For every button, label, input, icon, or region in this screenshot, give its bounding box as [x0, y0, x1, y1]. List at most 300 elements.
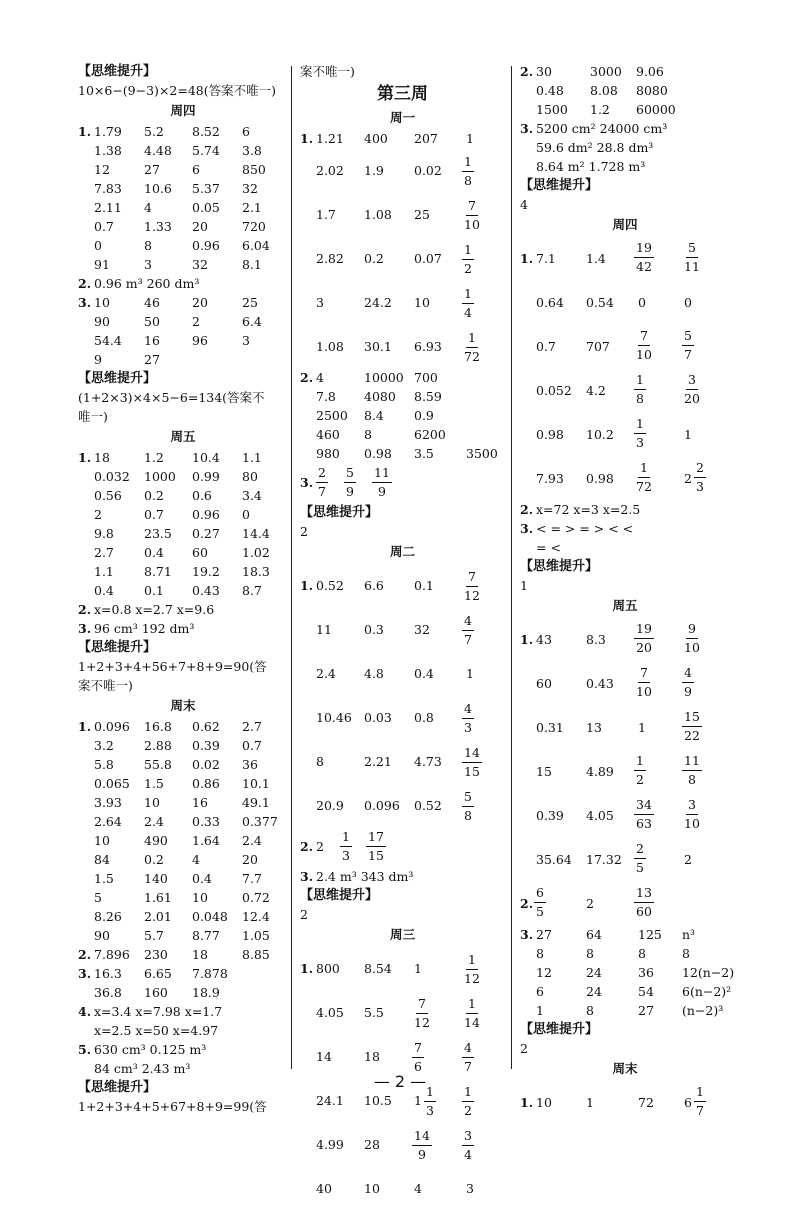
table-row: [300, 444, 505, 463]
table-cell: 0.052: [536, 383, 572, 398]
answer-line: x=2.5 x=50 x=4.97: [94, 1023, 219, 1038]
table-cell: 4080: [364, 389, 396, 404]
table-cell: 19.2: [192, 564, 220, 579]
table-cell: 2: [94, 507, 102, 522]
question-number: 3.: [78, 966, 92, 981]
table-cell: 1: [684, 427, 692, 442]
fraction: [694, 460, 706, 495]
table-cell: 54.4: [94, 333, 122, 348]
fraction-denominator: 10: [684, 816, 700, 831]
question-number: 4.: [78, 1004, 92, 1019]
fraction: [634, 416, 646, 451]
table-cell: 32: [414, 622, 430, 637]
fraction: [634, 797, 654, 832]
fraction-denominator: 12: [464, 588, 480, 603]
table-cell: 5.37: [192, 181, 220, 196]
table-cell: 7.878: [192, 966, 228, 981]
table-row: [78, 831, 288, 850]
table-cell: 2: [192, 314, 200, 329]
table-cell: 2.21: [364, 754, 392, 769]
table-cell: 2.01: [144, 909, 172, 924]
table-cell: 2.7: [94, 545, 114, 560]
fraction-denominator: 72: [636, 479, 652, 494]
table-cell: 96: [192, 333, 208, 348]
page-number: — 2 —: [373, 1072, 427, 1091]
fraction-denominator: 7: [696, 1103, 704, 1118]
table-cell: 3: [316, 295, 324, 310]
fraction-numerator: 7: [638, 328, 650, 346]
table-cell: 11: [316, 622, 332, 637]
table-cell: 3: [144, 257, 152, 272]
table-cell: 0.98: [536, 427, 564, 442]
table-cell: 14.4: [242, 526, 270, 541]
table-cell: 8.7: [242, 583, 262, 598]
day-heading: 周二: [389, 544, 415, 559]
table-row: [78, 350, 288, 369]
fraction-row: [300, 463, 505, 503]
fraction-denominator: 10: [636, 347, 652, 362]
table-row: [78, 505, 288, 524]
fraction-numerator: 13: [634, 885, 654, 903]
table-cell: 1.1: [94, 564, 114, 579]
fraction-denominator: 2: [464, 1103, 472, 1118]
table-cell: 8.71: [144, 564, 172, 579]
table-cell: 15: [536, 764, 552, 779]
question-number: 2.: [520, 502, 534, 517]
table-cell: 0: [638, 295, 646, 310]
table-cell: 0.9: [414, 408, 434, 423]
table-cell: 16: [192, 795, 208, 810]
table-cell: 1.9: [364, 163, 384, 178]
table-row: [300, 324, 505, 368]
table-cell: 1000: [144, 469, 176, 484]
table-cell: 5: [94, 890, 102, 905]
answer-line: [520, 500, 730, 519]
table-row: [520, 925, 730, 944]
table-cell: 1.4: [586, 251, 606, 266]
fraction-numerator: 9: [686, 621, 698, 639]
table-cell: 1.33: [144, 219, 172, 234]
fraction: [634, 328, 654, 363]
table-cell: 18.3: [242, 564, 270, 579]
table-cell: 0.2: [144, 488, 164, 503]
table-cell: 4: [316, 370, 324, 385]
answer-column-2: [300, 62, 505, 1210]
answer-column-1: [78, 62, 288, 1116]
answer-line: 59.6 dm² 28.8 dm³: [536, 140, 654, 155]
table-cell: 60: [536, 676, 552, 691]
fraction-denominator: 7: [464, 632, 472, 647]
table-cell: 1.08: [364, 207, 392, 222]
table-row: [78, 755, 288, 774]
table-cell: 1.79: [94, 124, 122, 139]
table-row: [520, 793, 730, 837]
table-cell: 1: [536, 1003, 544, 1018]
table-row: [78, 293, 288, 312]
fraction-numerator: 7: [638, 665, 650, 683]
answer-line: 10×6−(9−3)×2=48(答案不唯一): [78, 83, 276, 98]
table-cell: 12.4: [242, 909, 270, 924]
table-row: [78, 236, 288, 255]
table-cell: 125: [638, 927, 662, 942]
table-cell: 1.7: [316, 207, 336, 222]
table-cell: 20.9: [316, 798, 344, 813]
table-cell: 10: [94, 295, 110, 310]
fraction: [462, 745, 482, 780]
fraction-denominator: 20: [636, 640, 652, 655]
table-cell: 6: [684, 1095, 692, 1110]
table-cell: 10.4: [192, 450, 220, 465]
table-cell: 850: [242, 162, 266, 177]
table-cell: 25: [414, 207, 430, 222]
table-row: [78, 217, 288, 236]
table-row: [520, 81, 730, 100]
table-cell: 25: [242, 295, 258, 310]
answer-line: = <: [536, 540, 561, 555]
question-number: 3.: [78, 295, 92, 310]
table-cell: 0.096: [94, 719, 130, 734]
day-heading: 周末: [170, 698, 196, 713]
table-cell: 10: [192, 890, 208, 905]
table-cell: 1: [466, 666, 474, 681]
table-cell: 0.7: [94, 219, 114, 234]
table-cell: 3.5: [414, 446, 434, 461]
answer-line: 4: [520, 197, 528, 212]
table-row: [520, 705, 730, 749]
table-cell: 12: [94, 162, 110, 177]
table-cell: 0.4: [414, 666, 434, 681]
fraction: [462, 286, 474, 321]
table-cell: 20: [192, 219, 208, 234]
answer-line: 2: [300, 907, 308, 922]
table-cell: 2.4: [144, 814, 164, 829]
table-row: [520, 881, 730, 925]
answer-line: 案不唯一): [78, 678, 133, 693]
fraction-denominator: 8: [464, 173, 472, 188]
fraction-denominator: 15: [464, 764, 480, 779]
table-cell: 2.7: [242, 719, 262, 734]
table-cell: 5.74: [192, 143, 220, 158]
answer-line: 1+2+3+4+5+67+8+9=99(答: [78, 1099, 267, 1114]
fraction-numerator: 4: [462, 701, 474, 719]
table-cell: 700: [414, 370, 438, 385]
fraction: [462, 1040, 474, 1075]
table-row: [78, 524, 288, 543]
table-cell: 32: [192, 257, 208, 272]
table-cell: 80: [242, 469, 258, 484]
answer-line: [78, 274, 288, 293]
fraction: [634, 372, 646, 407]
table-cell: 8.1: [242, 257, 262, 272]
question-number: 2.: [78, 276, 92, 291]
fraction-denominator: 14: [464, 1015, 480, 1030]
table-cell: 17.32: [586, 852, 622, 867]
table-cell: 10.1: [242, 776, 270, 791]
table-cell: 207: [414, 131, 438, 146]
table-cell: 2.82: [316, 251, 344, 266]
table-row: [78, 467, 288, 486]
table-cell: n³: [682, 927, 696, 942]
table-cell: 14: [316, 1049, 332, 1064]
table-cell: 84: [94, 852, 110, 867]
fraction: [634, 460, 654, 495]
fraction-numerator: 17: [366, 829, 386, 847]
table-cell: 0.1: [144, 583, 164, 598]
table-cell: 6: [192, 162, 200, 177]
fraction-denominator: 72: [464, 349, 480, 364]
table-cell: 1.64: [192, 833, 220, 848]
table-cell: 2.4: [316, 666, 336, 681]
answer-line: [520, 119, 730, 138]
table-cell: 0.096: [364, 798, 400, 813]
question-number: 2.: [300, 370, 314, 385]
table-row: [78, 907, 288, 926]
table-cell: 140: [144, 871, 168, 886]
table-cell: 8: [638, 946, 646, 961]
table-row: [520, 100, 730, 119]
table-cell: 10: [536, 1095, 552, 1110]
table-cell: 4.99: [316, 1137, 344, 1152]
fraction: [682, 240, 702, 275]
table-cell: 0: [94, 238, 102, 253]
day-heading: 周四: [170, 103, 196, 118]
table-cell: 230: [144, 947, 168, 962]
table-cell: 27: [144, 162, 160, 177]
fraction-denominator: 3: [342, 848, 350, 863]
table-cell: 0.07: [414, 251, 442, 266]
table-row: [78, 736, 288, 755]
table-cell: 8.54: [364, 961, 392, 976]
table-row: [78, 717, 288, 736]
fraction-denominator: 3: [464, 720, 472, 735]
fraction-denominator: 7: [684, 347, 692, 362]
section-heading: 【思维提升】: [520, 178, 599, 193]
fraction-denominator: 10: [684, 640, 700, 655]
table-row: [300, 425, 505, 444]
table-cell: 6.04: [242, 238, 270, 253]
fraction-numerator: 1: [466, 330, 478, 348]
fraction-denominator: 3: [426, 1103, 434, 1118]
fraction-numerator: 1: [462, 154, 474, 172]
table-cell: 32: [242, 181, 258, 196]
fraction-denominator: 10: [464, 217, 480, 232]
table-cell: 8.52: [192, 124, 220, 139]
fraction-numerator: 11: [372, 465, 392, 483]
table-cell: 1: [586, 1095, 594, 1110]
fraction-denominator: 22: [684, 728, 700, 743]
question-number: 1.: [78, 124, 92, 139]
answer-line: 84 cm³ 2.43 m³: [94, 1061, 191, 1076]
table-cell: 36: [638, 965, 654, 980]
answer-column-3: [520, 62, 735, 1124]
table-cell: 8: [586, 1003, 594, 1018]
fraction-numerator: 4: [462, 613, 474, 631]
fraction-denominator: 10: [636, 684, 652, 699]
table-cell: 3500: [466, 446, 498, 461]
fraction-numerator: 7: [466, 198, 478, 216]
table-row: [78, 774, 288, 793]
table-row: [520, 236, 730, 280]
table-row: [520, 324, 730, 368]
table-cell: 18: [192, 947, 208, 962]
table-cell: 90: [94, 928, 110, 943]
fraction-denominator: 4: [464, 1147, 472, 1162]
table-cell: 1.5: [144, 776, 164, 791]
table-row: [520, 456, 730, 500]
fraction-numerator: 1: [462, 242, 474, 260]
fraction-numerator: 14: [462, 745, 482, 763]
table-cell: 40: [316, 1181, 332, 1196]
table-row: [520, 944, 730, 963]
table-cell: 0.54: [586, 295, 614, 310]
answer-line: (1+2×3)×4×5−6=134(答案不: [78, 390, 265, 405]
table-cell: 9: [94, 352, 102, 367]
table-cell: 20: [192, 295, 208, 310]
fraction-numerator: 19: [634, 240, 654, 258]
fraction: [412, 1040, 424, 1075]
table-cell: 8: [144, 238, 152, 253]
table-cell: 0.43: [192, 583, 220, 598]
fraction-denominator: 8: [636, 391, 644, 406]
answer-text: x=0.8 x=2.7 x=9.6: [94, 602, 215, 617]
table-cell: 10000: [364, 370, 404, 385]
table-cell: 0.065: [94, 776, 130, 791]
table-cell: 90: [94, 314, 110, 329]
table-cell: 0.99: [192, 469, 220, 484]
answer-line: 1+2+3+4+56+7+8+9=90(答: [78, 659, 267, 674]
table-cell: 4: [414, 1181, 422, 1196]
table-cell: 4.89: [586, 764, 614, 779]
table-cell: 10.2: [586, 427, 614, 442]
fraction: [462, 569, 482, 604]
table-cell: 8.08: [590, 83, 618, 98]
table-cell: 1.21: [316, 131, 344, 146]
table-row: [78, 888, 288, 907]
fraction-denominator: 4: [464, 305, 472, 320]
question-number: 1.: [520, 1095, 534, 1110]
table-cell: 3: [466, 1181, 474, 1196]
table-cell: 1500: [536, 102, 568, 117]
table-cell: 3.8: [242, 143, 262, 158]
table-cell: 46: [144, 295, 160, 310]
table-cell: 3.4: [242, 488, 262, 503]
fraction: [534, 885, 546, 920]
fraction: [462, 952, 482, 987]
table-cell: 4: [144, 200, 152, 215]
table-cell: 0.96: [192, 238, 220, 253]
table-cell: 4.2: [586, 383, 606, 398]
fraction-denominator: 9: [684, 684, 692, 699]
table-cell: 8: [586, 946, 594, 961]
table-row: [300, 148, 505, 192]
table-cell: 27: [638, 1003, 654, 1018]
section-heading: 【思维提升】: [300, 888, 379, 903]
fraction-denominator: 2: [636, 772, 644, 787]
table-row: [78, 926, 288, 945]
fraction-numerator: 14: [412, 1128, 432, 1146]
table-cell: 2.64: [94, 814, 122, 829]
table-cell: 6(n−2)²: [682, 984, 732, 999]
table-cell: 10.5: [364, 1093, 392, 1108]
question-number: 5.: [78, 1042, 92, 1057]
table-cell: 2.1: [242, 200, 262, 215]
table-cell: 8.77: [192, 928, 220, 943]
fraction-numerator: 1: [694, 1084, 706, 1102]
table-row: [300, 946, 505, 990]
fraction: [634, 240, 654, 275]
answer-line: [78, 1040, 288, 1059]
table-row: [300, 1166, 505, 1210]
fraction-numerator: 5: [682, 328, 694, 346]
answer-text: x=72 x=3 x=2.5: [536, 502, 641, 517]
table-row: [520, 1001, 730, 1020]
fraction: [462, 154, 474, 189]
table-cell: 0.48: [536, 83, 564, 98]
table-cell: 0.72: [242, 890, 270, 905]
table-cell: 72: [638, 1095, 654, 1110]
table-cell: 8.26: [94, 909, 122, 924]
table-row: [78, 869, 288, 888]
fraction-denominator: 60: [636, 904, 652, 919]
table-cell: 1.2: [144, 450, 164, 465]
table-row: [78, 793, 288, 812]
fraction: [344, 465, 356, 500]
table-cell: 0.33: [192, 814, 220, 829]
table-cell: 0.05: [192, 200, 220, 215]
question-number: 1.: [520, 632, 534, 647]
fraction-denominator: 9: [346, 484, 354, 499]
fraction-denominator: 9: [377, 484, 386, 499]
fraction-numerator: 7: [466, 569, 478, 587]
table-cell: 0.4: [94, 583, 114, 598]
fraction-denominator: 12: [464, 971, 480, 986]
fraction-numerator: 15: [682, 709, 702, 727]
answer-line: [78, 1002, 288, 1021]
table-cell: 3.93: [94, 795, 122, 810]
fraction-numerator: 3: [686, 372, 698, 390]
table-row: [78, 486, 288, 505]
table-cell: 0.7: [144, 507, 164, 522]
table-cell: 18: [364, 1049, 380, 1064]
table-cell: 8: [536, 946, 544, 961]
table-cell: 0.4: [144, 545, 164, 560]
question-number: 2.: [520, 64, 534, 79]
table-cell: 5.5: [364, 1005, 384, 1020]
answer-text: < = > = > < <: [536, 521, 634, 536]
fraction: [412, 1128, 432, 1163]
question-number: 3.: [520, 121, 534, 136]
table-row: [78, 964, 288, 983]
table-cell: 0.03: [364, 710, 392, 725]
fraction-row: [300, 827, 505, 867]
fraction: [462, 613, 474, 648]
table-cell: 1.1: [242, 450, 262, 465]
table-row: [520, 617, 730, 661]
fraction-numerator: 1: [462, 1084, 474, 1102]
answer-text: x=3.4 x=7.98 x=1.7: [94, 1004, 223, 1019]
table-cell: 2: [586, 896, 594, 911]
question-number: 1.: [78, 719, 92, 734]
table-cell: 707: [586, 339, 610, 354]
fraction-numerator: 1: [634, 753, 646, 771]
fraction-numerator: 3: [462, 1128, 474, 1146]
table-cell: 460: [316, 427, 340, 442]
table-row: [520, 280, 730, 324]
table-row: [300, 368, 505, 387]
answer-text: 2.4 m³ 343 dm³: [316, 869, 414, 884]
day-heading: 周五: [612, 598, 638, 613]
table-cell: 27: [536, 927, 552, 942]
